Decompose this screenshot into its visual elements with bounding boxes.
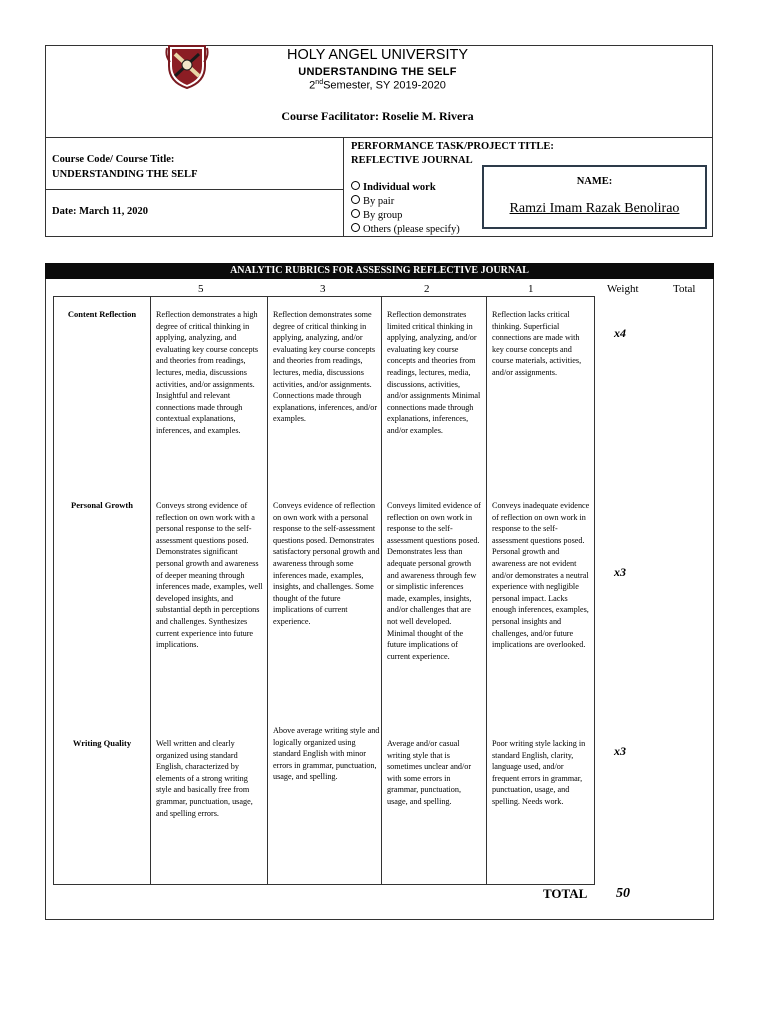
performance-task-label: PERFORMANCE TASK/PROJECT TITLE:	[351, 141, 554, 152]
criterion-content-reflection: Content Reflection	[67, 309, 137, 319]
student-name: Ramzi Imam Razak Benolirao	[509, 201, 680, 216]
semester-text: Semester, SY 2019-2020	[323, 79, 446, 92]
option-label: Individual work	[363, 182, 436, 193]
radio-circle-icon	[351, 223, 360, 232]
course-facilitator: Course Facilitator: Roselie M. Rivera	[281, 109, 474, 123]
course-code-label: Course Code/ Course Title:	[52, 154, 175, 165]
rubric-cell: Conveys limited evidence of reflection on own work in response to the self-assessment questions posed. Demonstrates less than adequate personal growth and awareness through few or simplistic inferences made, examples, insights, and/or challenges that are not well developed. Minimal thought of the future implications of current experience.	[387, 501, 481, 661]
column-header-3: 3	[320, 283, 326, 295]
criterion-personal-growth: Personal Growth	[71, 500, 133, 510]
semester-ordinal: nd	[315, 79, 324, 86]
semester-number: 2	[309, 79, 316, 92]
divider-line	[343, 137, 344, 237]
weight-content-reflection: x4	[614, 326, 626, 340]
weight-personal-growth: x3	[614, 565, 626, 579]
column-divider	[486, 296, 487, 885]
rubric-cell: Average and/or casual writing style that is sometimes unclear and/or with some errors in grammar, punctuation, usage, and spelling.	[387, 739, 472, 806]
rubric-cell: Well written and clearly organized using standard English, characterized by elements of a strong writing style and basically free from grammar, punctuation, usage, and spelling errors.	[156, 739, 253, 818]
rubric-cell: Conveys strong evidence of reflection on own work with a personal response to the self-assessment questions posed. Demonstrates significant personal growth and awareness of deeper meaning through inferences made, examples, well developed insights, and substantial depth in perceptions and challenges. Synthesizes current experience into future implications.	[156, 501, 263, 650]
total-value: 50	[616, 886, 630, 901]
rubric-cell: Above average writing style and logically organized using standard English with minor errors in grammar, punctuation, usage, and spelling.	[273, 726, 380, 782]
column-divider	[150, 296, 151, 885]
column-divider	[267, 296, 268, 885]
option-by-pair[interactable]	[351, 195, 394, 207]
column-header-total: Total	[673, 283, 696, 295]
semester-line	[220, 79, 535, 92]
rubric-cell: Reflection demonstrates limited critical thinking in applying, analyzing, and/or evaluating key course concepts and theories from readings, lectures, media, discussions, activities, and/or assignments Minimal connections made through explanations, inferences, and/or examples.	[387, 310, 481, 435]
option-label: By group	[363, 210, 403, 221]
criterion-writing-quality: Writing Quality	[72, 738, 132, 748]
date-field: Date: March 11, 2020	[52, 206, 149, 217]
rubric-cell: Conveys evidence of reflection on own work with a personal response to the self-assessment questions posed. Demonstrates satisfactory personal growth and awareness through some inferences made, examples, insights, and challenges. Some thought of the future implications of current experience.	[273, 501, 380, 626]
rubric-cell: Reflection demonstrates some degree of critical thinking in applying, analyzing, and/or evaluating key course concepts and theories from readings, lectures, media, discussions activities, and/or assignments. Connections made through explanations, inferences, and/or examples.	[273, 310, 378, 424]
column-header-weight: Weight	[607, 283, 639, 295]
course-title-value: UNDERSTANDING THE SELF	[52, 169, 198, 180]
performance-task-title: REFLECTIVE JOURNAL	[351, 155, 473, 166]
option-by-group[interactable]	[351, 209, 402, 221]
radio-circle-icon	[351, 181, 360, 190]
divider-line	[45, 189, 343, 190]
column-header-5: 5	[198, 283, 204, 295]
university-name: HOLY ANGEL UNIVERSITY	[286, 47, 469, 63]
rubric-cell: Reflection demonstrates a high degree of critical thinking in applying, analyzing, and evaluating key course concepts and theories from readings, lectures, media, discussions activities, and/or assignments. Insightful and relevant connections made through contextual explanations, inferences, and examples.	[156, 310, 259, 435]
radio-circle-icon	[351, 209, 360, 218]
university-seal-logo	[165, 42, 209, 90]
column-header-1: 1	[528, 283, 534, 295]
subject-title: UNDERSTANDING THE SELF	[298, 66, 457, 78]
total-label: TOTAL	[543, 886, 588, 901]
radio-circle-icon	[351, 195, 360, 204]
name-label: NAME:	[576, 176, 613, 187]
column-header-2: 2	[424, 283, 430, 295]
option-label: Others (please specify)	[363, 224, 460, 235]
option-others[interactable]	[351, 223, 460, 235]
option-label: By pair	[363, 196, 395, 207]
rubric-cell: Conveys inadequate evidence of reflection on own work in response to the self-assessment questions posed. Personal growth and awareness are not evident and/or demonstrates a neutral experience with negligible personal impact. Lacks enough inferences, examples, personal insights and challenges, and/or future implications are overlooked.	[492, 501, 590, 650]
rubric-cell: Reflection lacks critical thinking. Superficial connections are made with key course concepts and course materials, activities, and/or assignments.	[492, 310, 582, 377]
name-box	[482, 165, 707, 229]
rubric-title: ANALYTIC RUBRICS FOR ASSESSING REFLECTIVE JOURNAL	[45, 263, 714, 279]
column-divider	[381, 296, 382, 885]
divider-line	[45, 137, 713, 138]
rubric-cell: Poor writing style lacking in standard English, clarity, language used, and/or frequent errors in grammar, punctuation, usage, and spelling. Needs work.	[492, 739, 586, 806]
option-individual-work[interactable]	[351, 181, 436, 193]
weight-writing-quality: x3	[614, 744, 626, 758]
